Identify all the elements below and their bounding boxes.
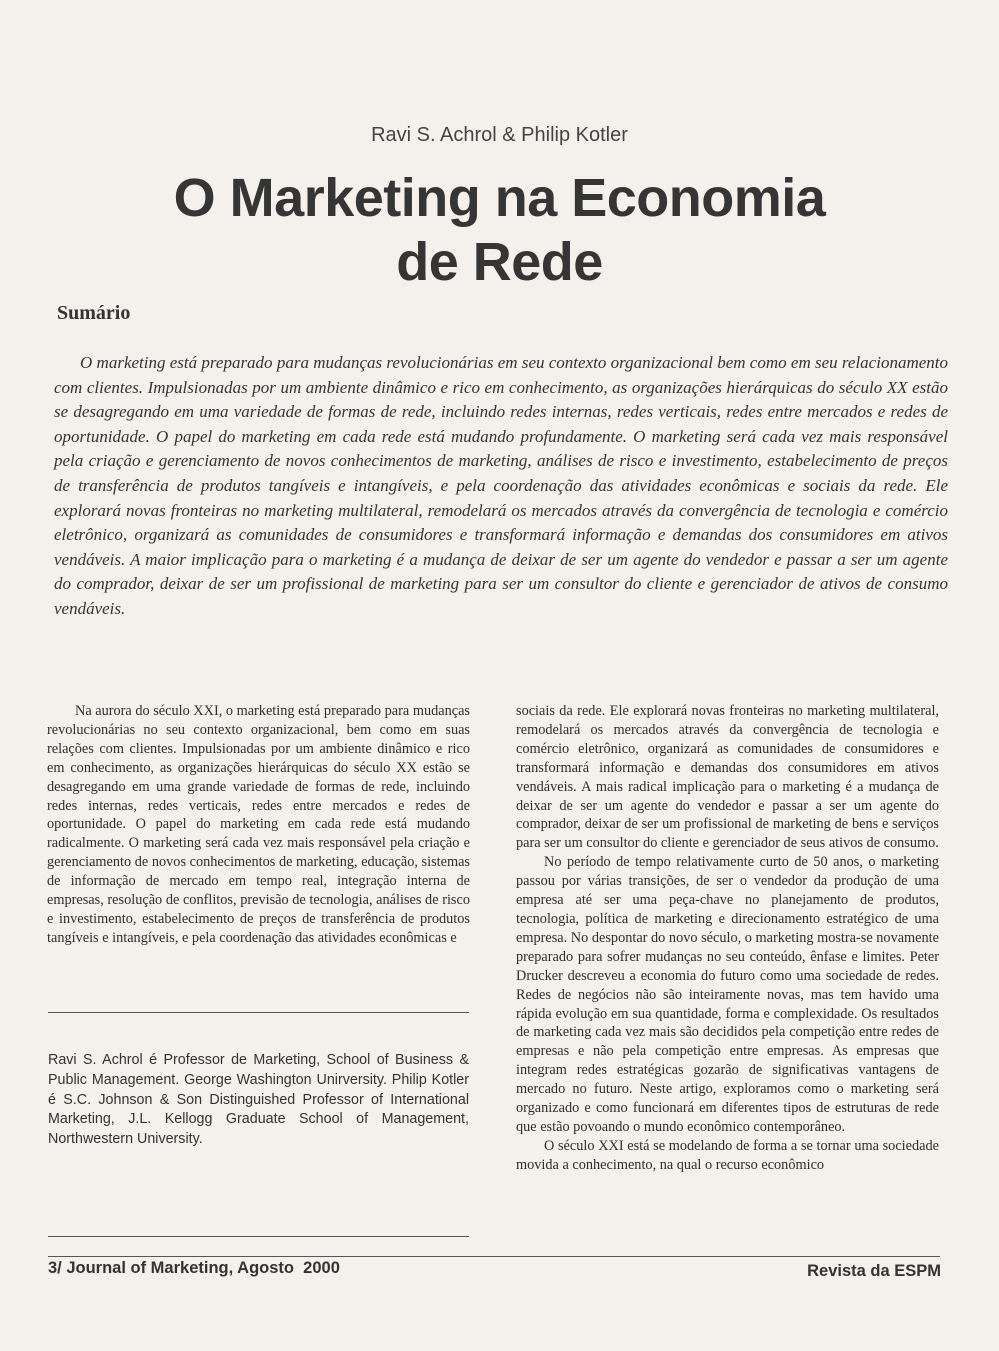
body-paragraph: Na aurora do século XXI, o marketing está preparado para mudanças revolucionárias no seu contexto organizacional, bem como em suas relações com clientes. Impulsionadas por um ambiente dinâmico e rico em conhecimento, as organizações hierárquicas do século XX estão se desagregando em uma grande variedade de formas de rede, incluindo redes internas, redes verticais, redes entre mercados e redes de oportunidade. O papel do marketing em cada rede está mudando radicalmente. O marketing será cada vez mais responsável pela criação e gerenciamento de novos conhecimentos de marketing, educação, sistemas de informação de mercado em tempo real, integração interna de empresas, resolução de conflitos, previsão de tecnologia, análises de risco e investimento, estabelecimento de preços de transferência de produtos tangíveis e intangíveis, e pela coordenação das atividades econômicas e	[47, 703, 470, 946]
footer-rule	[48, 1256, 940, 1257]
body-paragraph: O século XXI está se modelando de forma a se tornar uma sociedade movida a conhecimento, na qual o recurso econômico	[516, 1137, 939, 1173]
bio-top-rule	[48, 1012, 469, 1013]
article-title	[0, 166, 999, 294]
body-column-right	[516, 702, 939, 1175]
body-paragraph: No período de tempo relativamente curto de 50 anos, o marketing passou por várias transições, de ser o vendedor da produção de uma empresa até ser uma peça-chave no planejamento de produtos, tecnologia, política de marketing e direcionamento estratégico de uma empresa. No despontar do novo século, o marketing mostra-se novamente preparado para sofrer mudanças no seu conteúdo, ênfase e limites. Peter Drucker descreveu a economia do futuro como uma sociedade de redes. Redes de negócios não são inteiramente novas, mas tem havido uma rápida evolução em sua quantidade, forma e complexidade. Os resultados de marketing cada vez mais são decididos pela competição entre redes de empresas e não pela competição entre empresas. As empresas que integram redes estratégicas gozarão de significativas vantagens de mercado no futuro. Neste artigo, exploramos como o marketing será organizado e como funcionará em diferentes tipos de estruturas de rede que estão povoando o mundo econômico contemporâneo.	[516, 854, 939, 1135]
body-paragraph: sociais da rede. Ele explorará novas fronteiras no marketing multilateral, remodelará os mercados através da convergência de tecnologia e comércio eletrônico, organizará as comunidades de consumidores e transformará informação e demandas dos consumidores em ativos vendáveis. A mais radical implicação para o marketing é a mudança de deixar de ser um agente do vendedor e passar a ser um agente do comprador, deixar de ser um profissional de marketing de bens e serviços para ser um consultor do cliente e gerenciador de seus ativos de consumo.	[516, 703, 939, 852]
summary-abstract: O marketing está preparado para mudanças revolucionárias em seu contexto organizacional bem como em seu relacionamento com clientes. Impulsionadas por um ambiente dinâmico e rico em conhecimento, as organizações hierárquicas do século XX estão se desagregando em uma variedade de formas de rede, incluindo redes internas, redes verticais, redes entre mercados e redes de oportunidade. O papel do marketing em cada rede está mudando profundamente. O marketing será cada vez mais responsável pela criação e gerenciamento de novos conhecimentos de marketing, análises de risco e investimento, estabelecimento de preços de transferência de produtos tangíveis e intangíveis, e pela coordenação das atividades econômicas e sociais da rede. Ele explorará novas fronteiras no marketing multilateral, remodelará os mercados através da convergência de tecnologia e comércio eletrônico, organizará as comunidades de consumidores e transformará informação e demandas dos consumidores em ativos vendáveis. A maior implicação para o marketing é a mudança de deixar de ser um agente do vendedor e passar a ser um agente do comprador, deixar de ser um profissional de marketing para ser um consultor do cliente e gerenciador de ativos de consumo vendáveis.	[54, 353, 948, 618]
title-line-1: O Marketing na Economia	[173, 168, 826, 228]
article-authors: Ravi S. Achrol & Philip Kotler	[371, 124, 628, 146]
bio-bottom-rule	[48, 1236, 469, 1237]
body-column-left	[47, 702, 470, 948]
author-bio: Ravi S. Achrol é Professor de Marketing, School of Business & Public Management. George Washington Unirversity. Philip Kotler é S.C. Johnson & Son Distinguished Professor of International Marketing, J.L. Kellogg Graduate School of Management, Northwestern University.	[48, 1052, 469, 1148]
footer-publication: Revista da ESPM	[807, 1262, 941, 1280]
footer-journal: 3/ Journal of Marketing, Agosto 2000	[48, 1259, 340, 1277]
title-line-2: de Rede	[396, 232, 603, 292]
summary-heading: Sumário	[57, 302, 131, 324]
